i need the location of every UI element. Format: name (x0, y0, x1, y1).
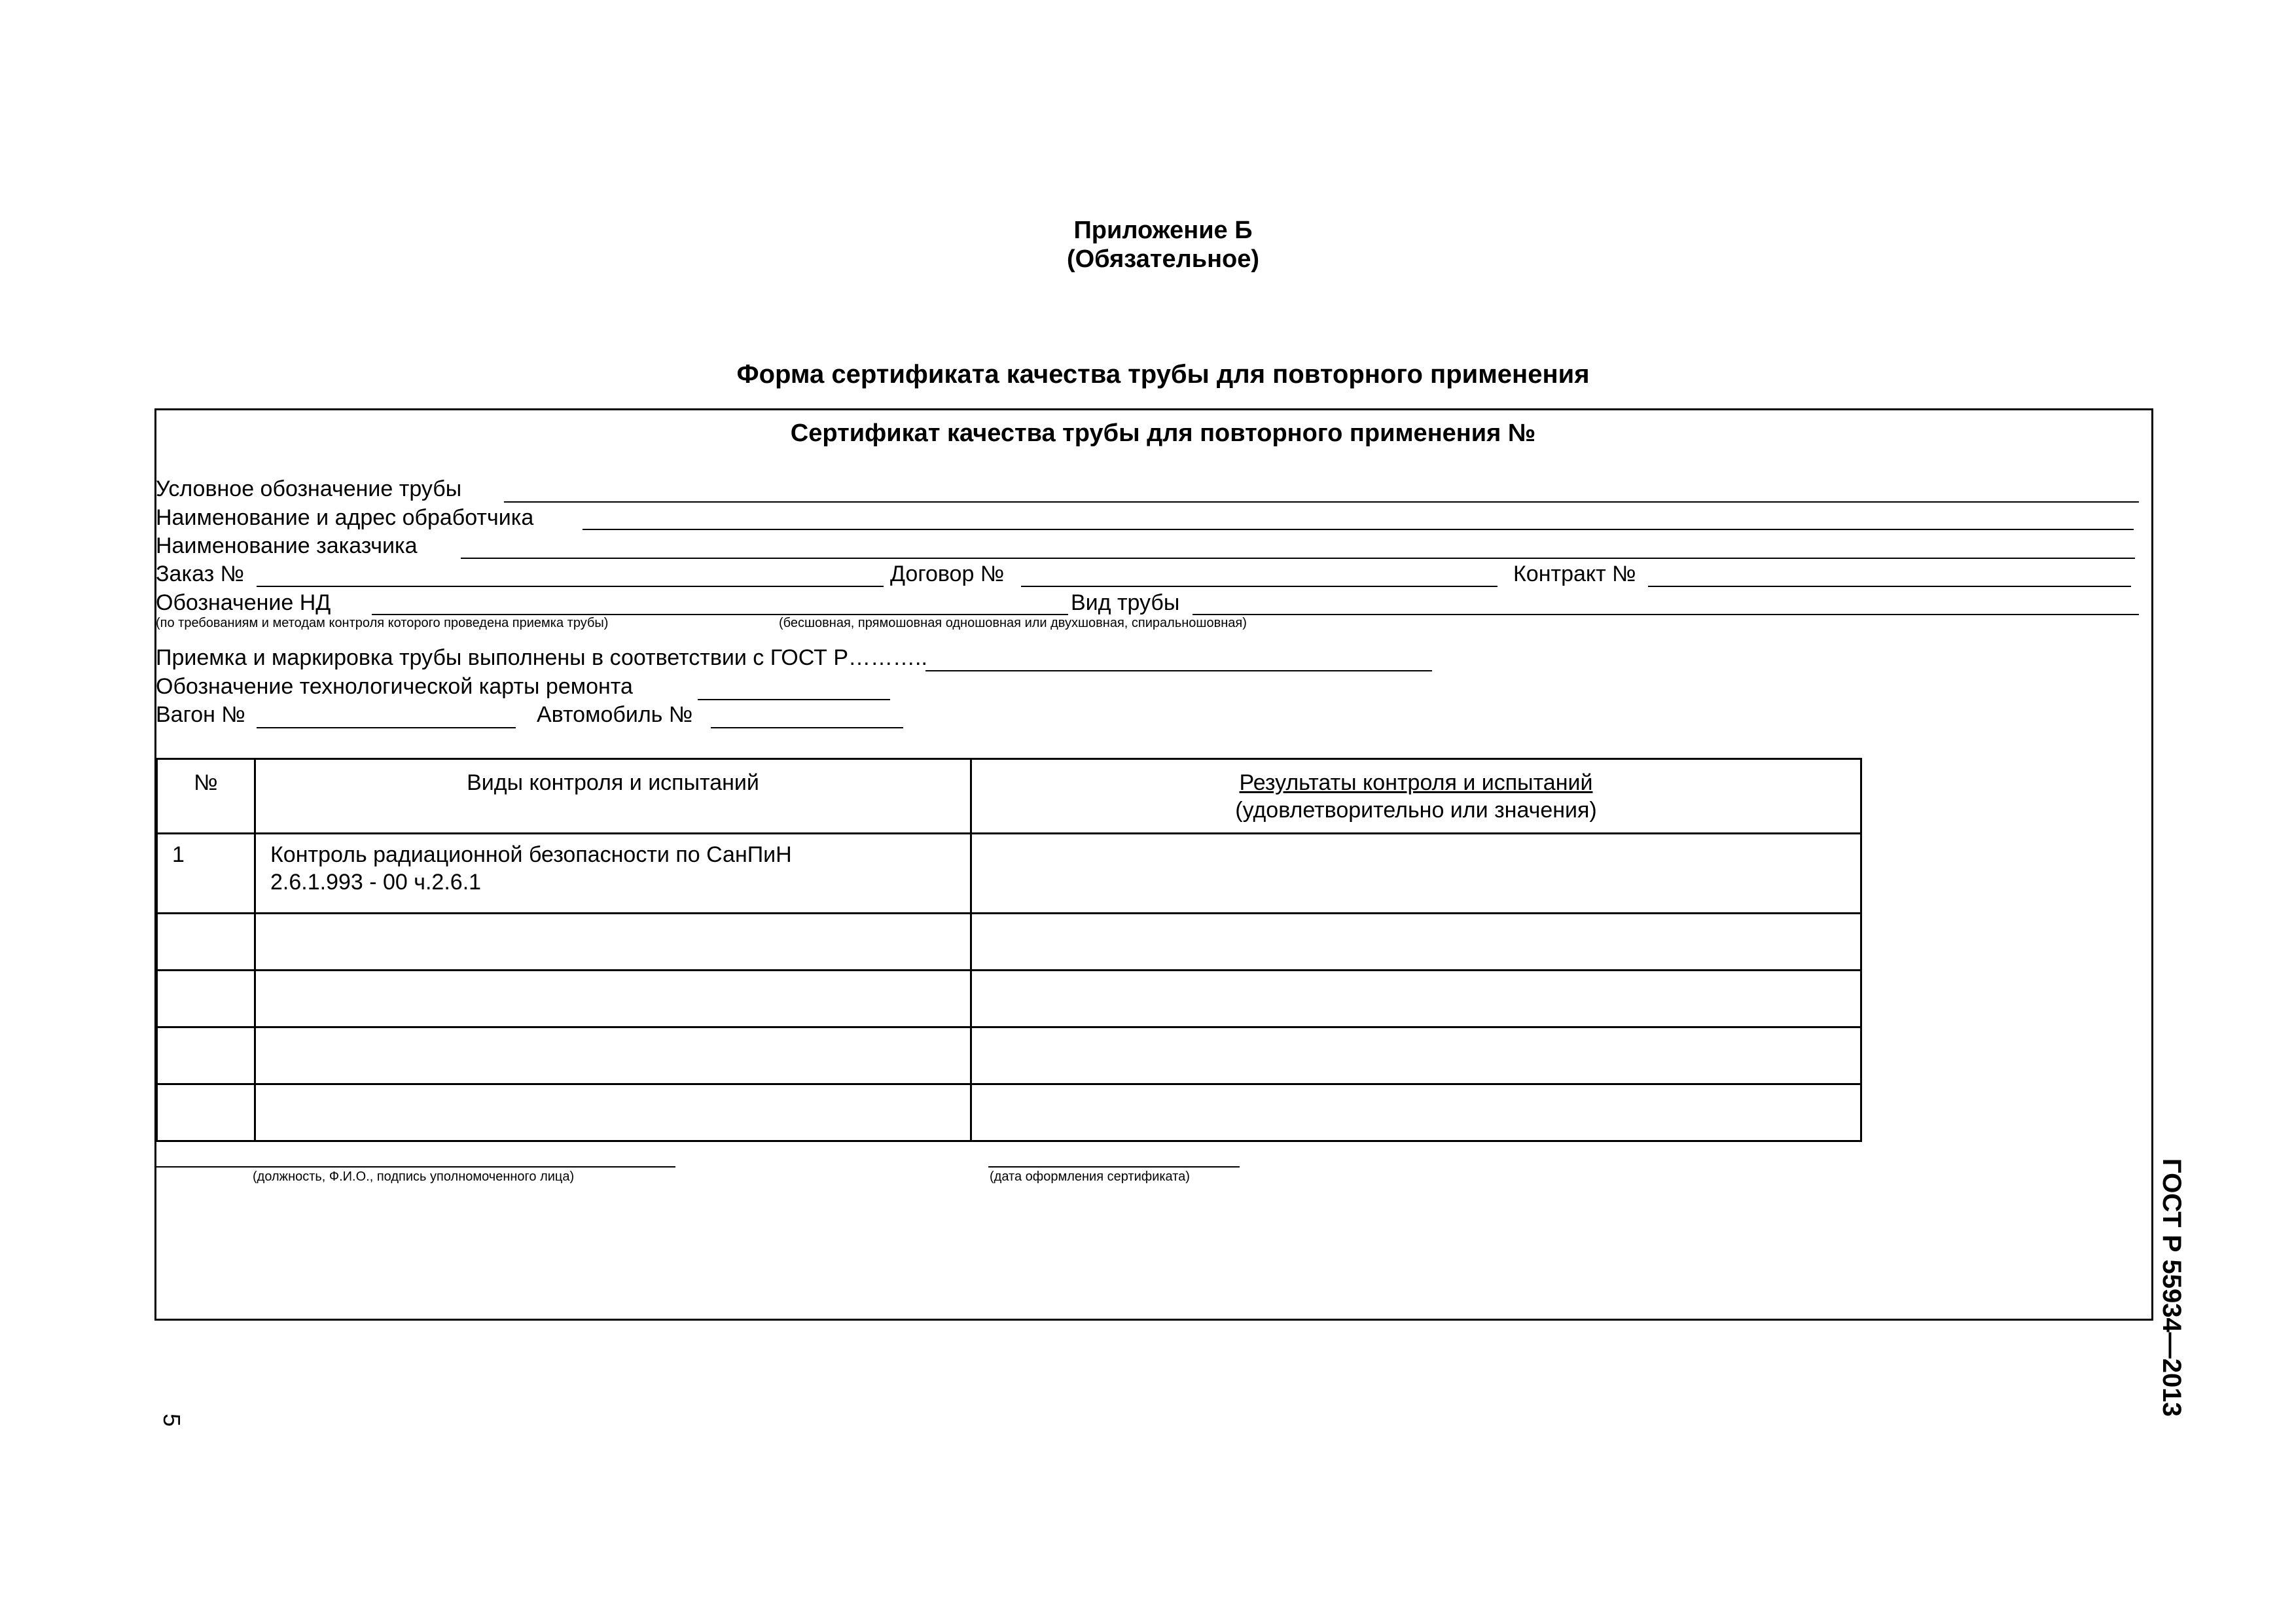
row-type-line2: 2.6.1.993 - 00 ч.2.6.1 (270, 870, 482, 895)
acceptance-text: Приемка и маркировка трубы выполнены в соответствии с ГОСТ Р (156, 645, 849, 670)
wagon-line[interactable] (257, 727, 516, 728)
date-line[interactable] (988, 1166, 1240, 1168)
table-row (157, 1084, 1861, 1141)
header-results-line2: (удовлетворительно или значения) (1235, 798, 1597, 823)
date-hint: (дата оформления сертификата) (990, 1169, 1190, 1184)
signature-hint: (должность, Ф.И.О., подпись уполномоченного лица) (253, 1169, 575, 1184)
certificate-title: Сертификат качества трубы для повторного применения № (790, 419, 1536, 447)
table-row (157, 834, 1861, 914)
pipe-type-hint: (бесшовная, прямошовная одношовная или двухшовная, спиральношовная) (779, 616, 1247, 630)
contract-label: Контракт № (1513, 562, 1636, 586)
table-header-row (157, 759, 1861, 834)
table-row (157, 914, 1861, 971)
page-number: 5 (158, 1414, 185, 1427)
row-type[interactable] (255, 1027, 971, 1084)
row-type-line1: Контроль радиационной безопасности по СанПиН (270, 842, 792, 867)
pipe-designation-line[interactable] (504, 501, 2139, 503)
row-result[interactable] (971, 971, 1861, 1027)
agreement-label: Договор № (890, 562, 1005, 586)
acceptance-line[interactable] (925, 670, 1432, 671)
processor-label: Наименование и адрес обработчика (156, 505, 534, 530)
customer-line[interactable] (461, 558, 2135, 559)
header-types: Виды контроля и испытаний (255, 759, 971, 834)
form-title: Форма сертификата качества трубы для повторного применения (736, 360, 1590, 389)
row-num[interactable] (157, 1027, 255, 1084)
processor-line[interactable] (583, 529, 2134, 530)
appendix-subtitle: (Обязательное) (1066, 245, 1260, 273)
row-num[interactable] (157, 971, 255, 1027)
standard-code: ГОСТ Р 55934—2013 (2157, 1158, 2186, 1417)
car-line[interactable] (711, 727, 903, 728)
contract-line[interactable] (1648, 586, 2131, 587)
order-label: Заказ № (156, 562, 245, 586)
header-results-line1: Результаты контроля и испытаний (1239, 770, 1593, 795)
order-line[interactable] (257, 586, 884, 587)
tests-table (156, 758, 1862, 1142)
nd-label: Обозначение НД (156, 590, 331, 615)
row-result[interactable] (971, 834, 1861, 914)
row-num[interactable] (157, 914, 255, 971)
pipe-type-label: Вид трубы (1071, 590, 1180, 615)
header-num: № (157, 759, 255, 834)
table-row (157, 1027, 1861, 1084)
wagon-label: Вагон № (156, 702, 245, 727)
header-results (971, 759, 1861, 834)
row-num[interactable] (157, 1084, 255, 1141)
agreement-line[interactable] (1021, 586, 1498, 587)
signature-line[interactable] (156, 1166, 675, 1168)
row-type (255, 834, 971, 914)
row-type[interactable] (255, 971, 971, 1027)
appendix-title: Приложение Б (1073, 217, 1253, 244)
row-type[interactable] (255, 914, 971, 971)
tech-map-line[interactable] (698, 699, 890, 700)
row-result[interactable] (971, 914, 1861, 971)
row-type[interactable] (255, 1084, 971, 1141)
pipe-type-line[interactable] (1193, 614, 2139, 615)
acceptance-dots: ……….. (848, 645, 927, 670)
nd-hint: (по требованиям и методам контроля которого проведена приемка трубы) (156, 616, 609, 630)
table-row (157, 971, 1861, 1027)
row-result[interactable] (971, 1027, 1861, 1084)
row-num: 1 (157, 834, 255, 914)
car-label: Автомобиль № (537, 702, 693, 727)
row-result[interactable] (971, 1084, 1861, 1141)
tech-map-label: Обозначение технологической карты ремонта (156, 674, 633, 699)
pipe-designation-label: Условное обозначение трубы (156, 476, 462, 501)
customer-label: Наименование заказчика (156, 533, 418, 558)
acceptance-label (156, 644, 927, 671)
